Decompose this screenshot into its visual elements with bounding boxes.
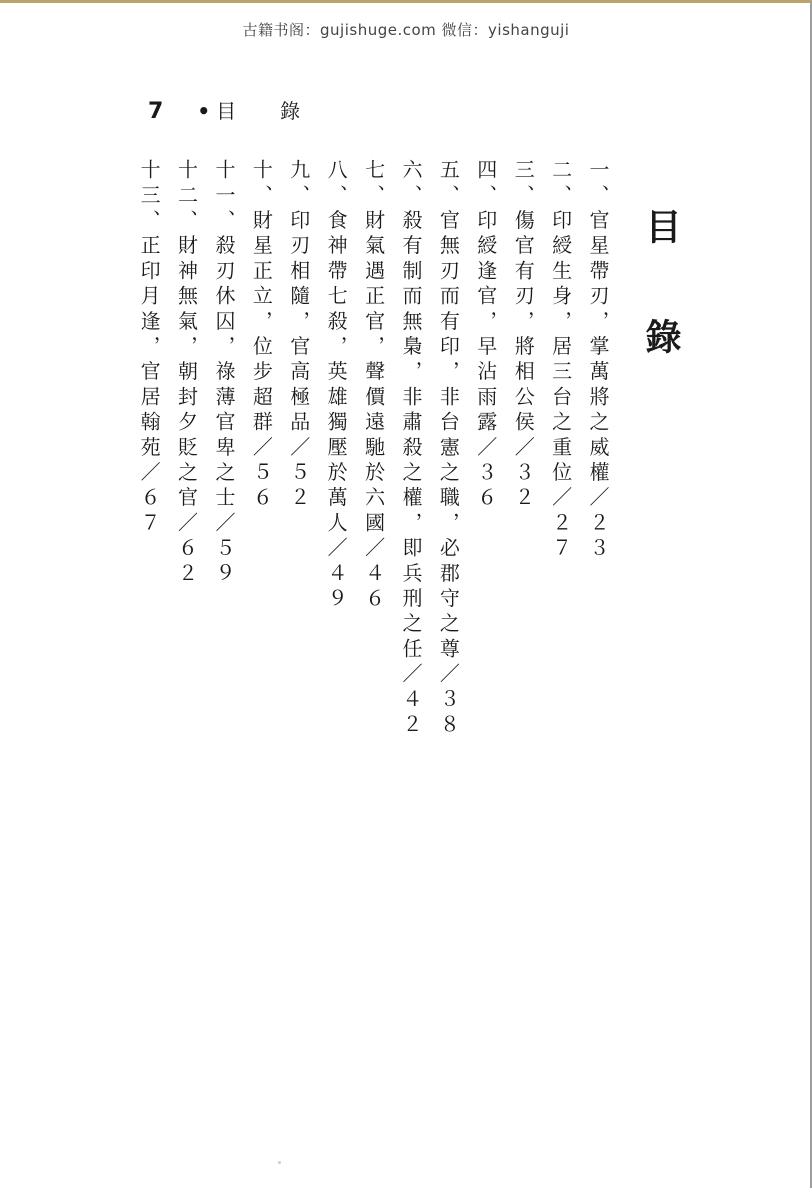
toc-entry: 九、印刃相隨，官高極品／５２: [286, 159, 311, 512]
running-head-char-1: 目: [216, 99, 237, 123]
scan-speck: [278, 1161, 281, 1164]
toc-entry: 八、食神帶七殺，英雄獨壓於萬人／４９: [324, 159, 349, 613]
running-head: [197, 95, 300, 124]
toc-entry: 十二、財神無氣，朝封夕貶之官／６２: [174, 159, 199, 588]
toc-entry: 十、財星正立，位步超群／５６: [249, 159, 274, 512]
bullet-dot: •: [197, 99, 211, 123]
toc-title: 目錄: [640, 208, 681, 428]
page-number: 7: [148, 99, 164, 124]
toc-entries: [137, 159, 616, 779]
toc-entry: 二、印綬生身，居三台之重位／２７: [548, 159, 573, 563]
page-header: [148, 95, 300, 125]
toc-entry: 一、官星帶刃，掌萬將之威權／２３: [586, 159, 610, 563]
toc-entry: 四、印綬逢官，早沾雨露／３６: [473, 159, 498, 512]
watermark-text: 古籍书阁：gujishuge.com 微信：yishanguji: [242, 21, 570, 39]
toc-entry: 七、財氣遇正官，聲價遠馳於六國／４６: [361, 159, 386, 613]
toc-entry: 三、傷官有刃，將相公侯／３２: [511, 159, 536, 512]
toc-entry: 十一、殺刃休囚，祿薄官卑之士／５９: [211, 159, 236, 588]
toc-entry: 六、殺有制而無梟，非肅殺之權，即兵刑之任／４２: [398, 159, 423, 739]
toc-entry: 十三、正印月逢，官居翰苑／６７: [137, 159, 162, 537]
running-head-char-2: 錄: [280, 99, 301, 123]
toc-entry: 五、官無刃而有印，非台憲之職，必郡守之尊／３８: [436, 159, 461, 739]
